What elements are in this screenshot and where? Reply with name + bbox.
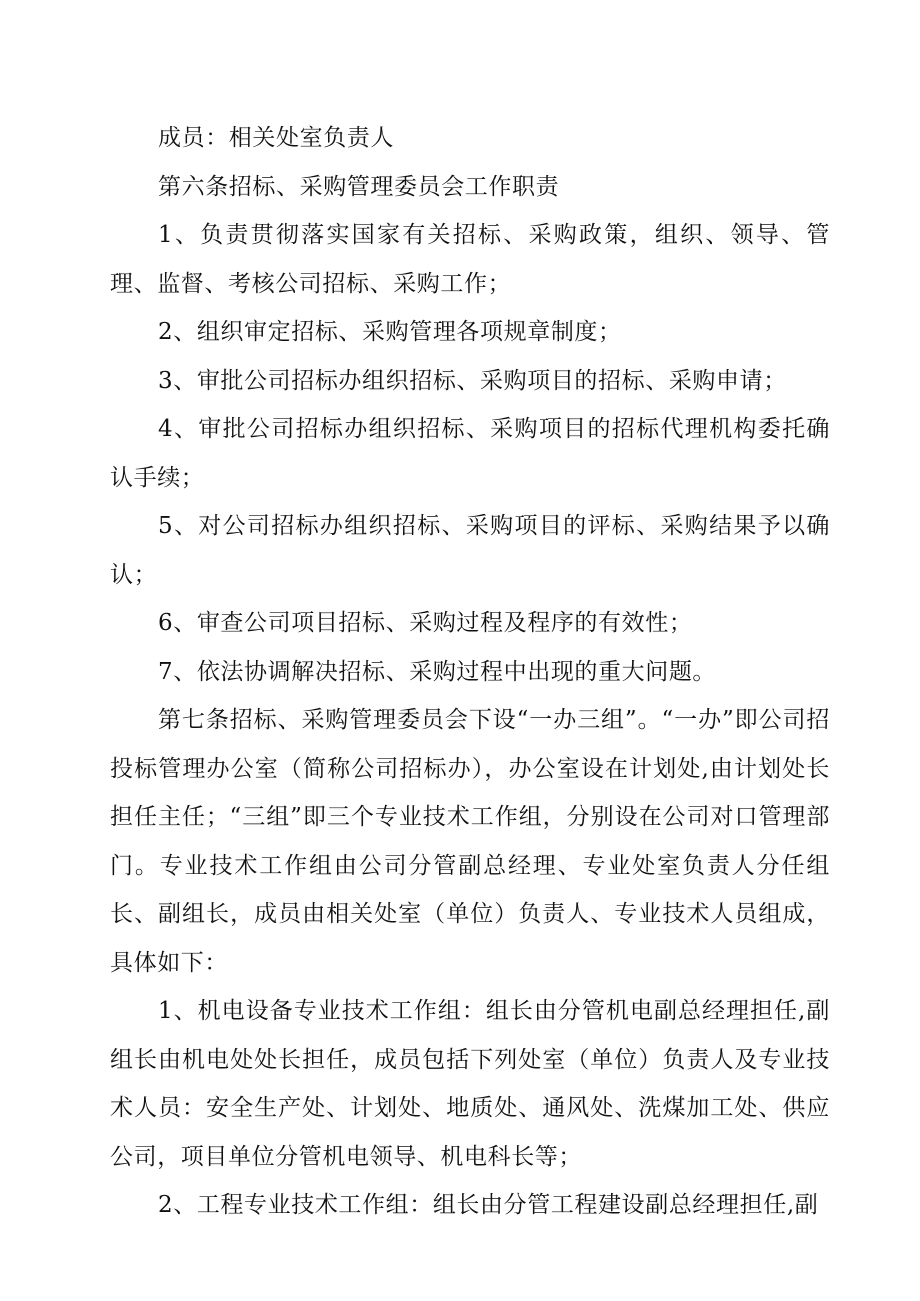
paragraph-article-7: 第七条招标、采购管理委员会下设“一办三组”。“一办”即公司招投标管理办公室（简称公司招标办），办公室设在计划处,由计划处长担任主任；“三组”即三个专业技术工作组，分别设在公司对口管理部门。专业技术工作组由公司分管副总经理、专业处室负责人分任组长、副组长，成员由相关处室（单位）负责人、专业技术人员组成，具体如下： bbox=[110, 707, 830, 976]
paragraph-duty-4: 4、审批公司招标办组织招标、采购项目的招标代理机构委托确认手续； bbox=[110, 416, 830, 491]
paragraph-duty-2: 2、组织审定招标、采购管理各项规章制度； bbox=[158, 319, 622, 345]
paragraph-members: 成员：相关处室负责人 bbox=[158, 125, 394, 151]
paragraph-group-1: 1、机电设备专业技术工作组：组长由分管机电副总经理担任,副组长由机电处处长担任，成员包括下列处室（单位）负责人及专业技术人员：安全生产处、计划处、地质处、通风处、洗煤加工处、供应公司，项目单位分管机电领导、机电科长等； bbox=[110, 998, 830, 1170]
paragraph-duty-6: 6、审查公司项目招标、采购过程及程序的有效性； bbox=[158, 610, 693, 636]
paragraph-duty-7: 7、依法协调解决招标、采购过程中出现的重大问题。 bbox=[158, 658, 717, 685]
document-body bbox=[110, 114, 830, 1230]
paragraph-duty-5: 5、对公司招标办组织招标、采购项目的评标、采购结果予以确认； bbox=[110, 513, 830, 588]
paragraph-duty-1: 1、负责贯彻落实国家有关招标、采购政策，组织、领导、管理、监督、考核公司招标、采购工作； bbox=[110, 222, 830, 297]
paragraph-article-6-heading: 第六条招标、采购管理委员会工作职责 bbox=[158, 173, 560, 200]
paragraph-duty-3: 3、审批公司招标办组织招标、采购项目的招标、采购申请； bbox=[158, 367, 787, 394]
paragraph-group-2: 2、工程专业技术工作组：组长由分管工程建设副总经理担任,副 bbox=[158, 1192, 819, 1218]
